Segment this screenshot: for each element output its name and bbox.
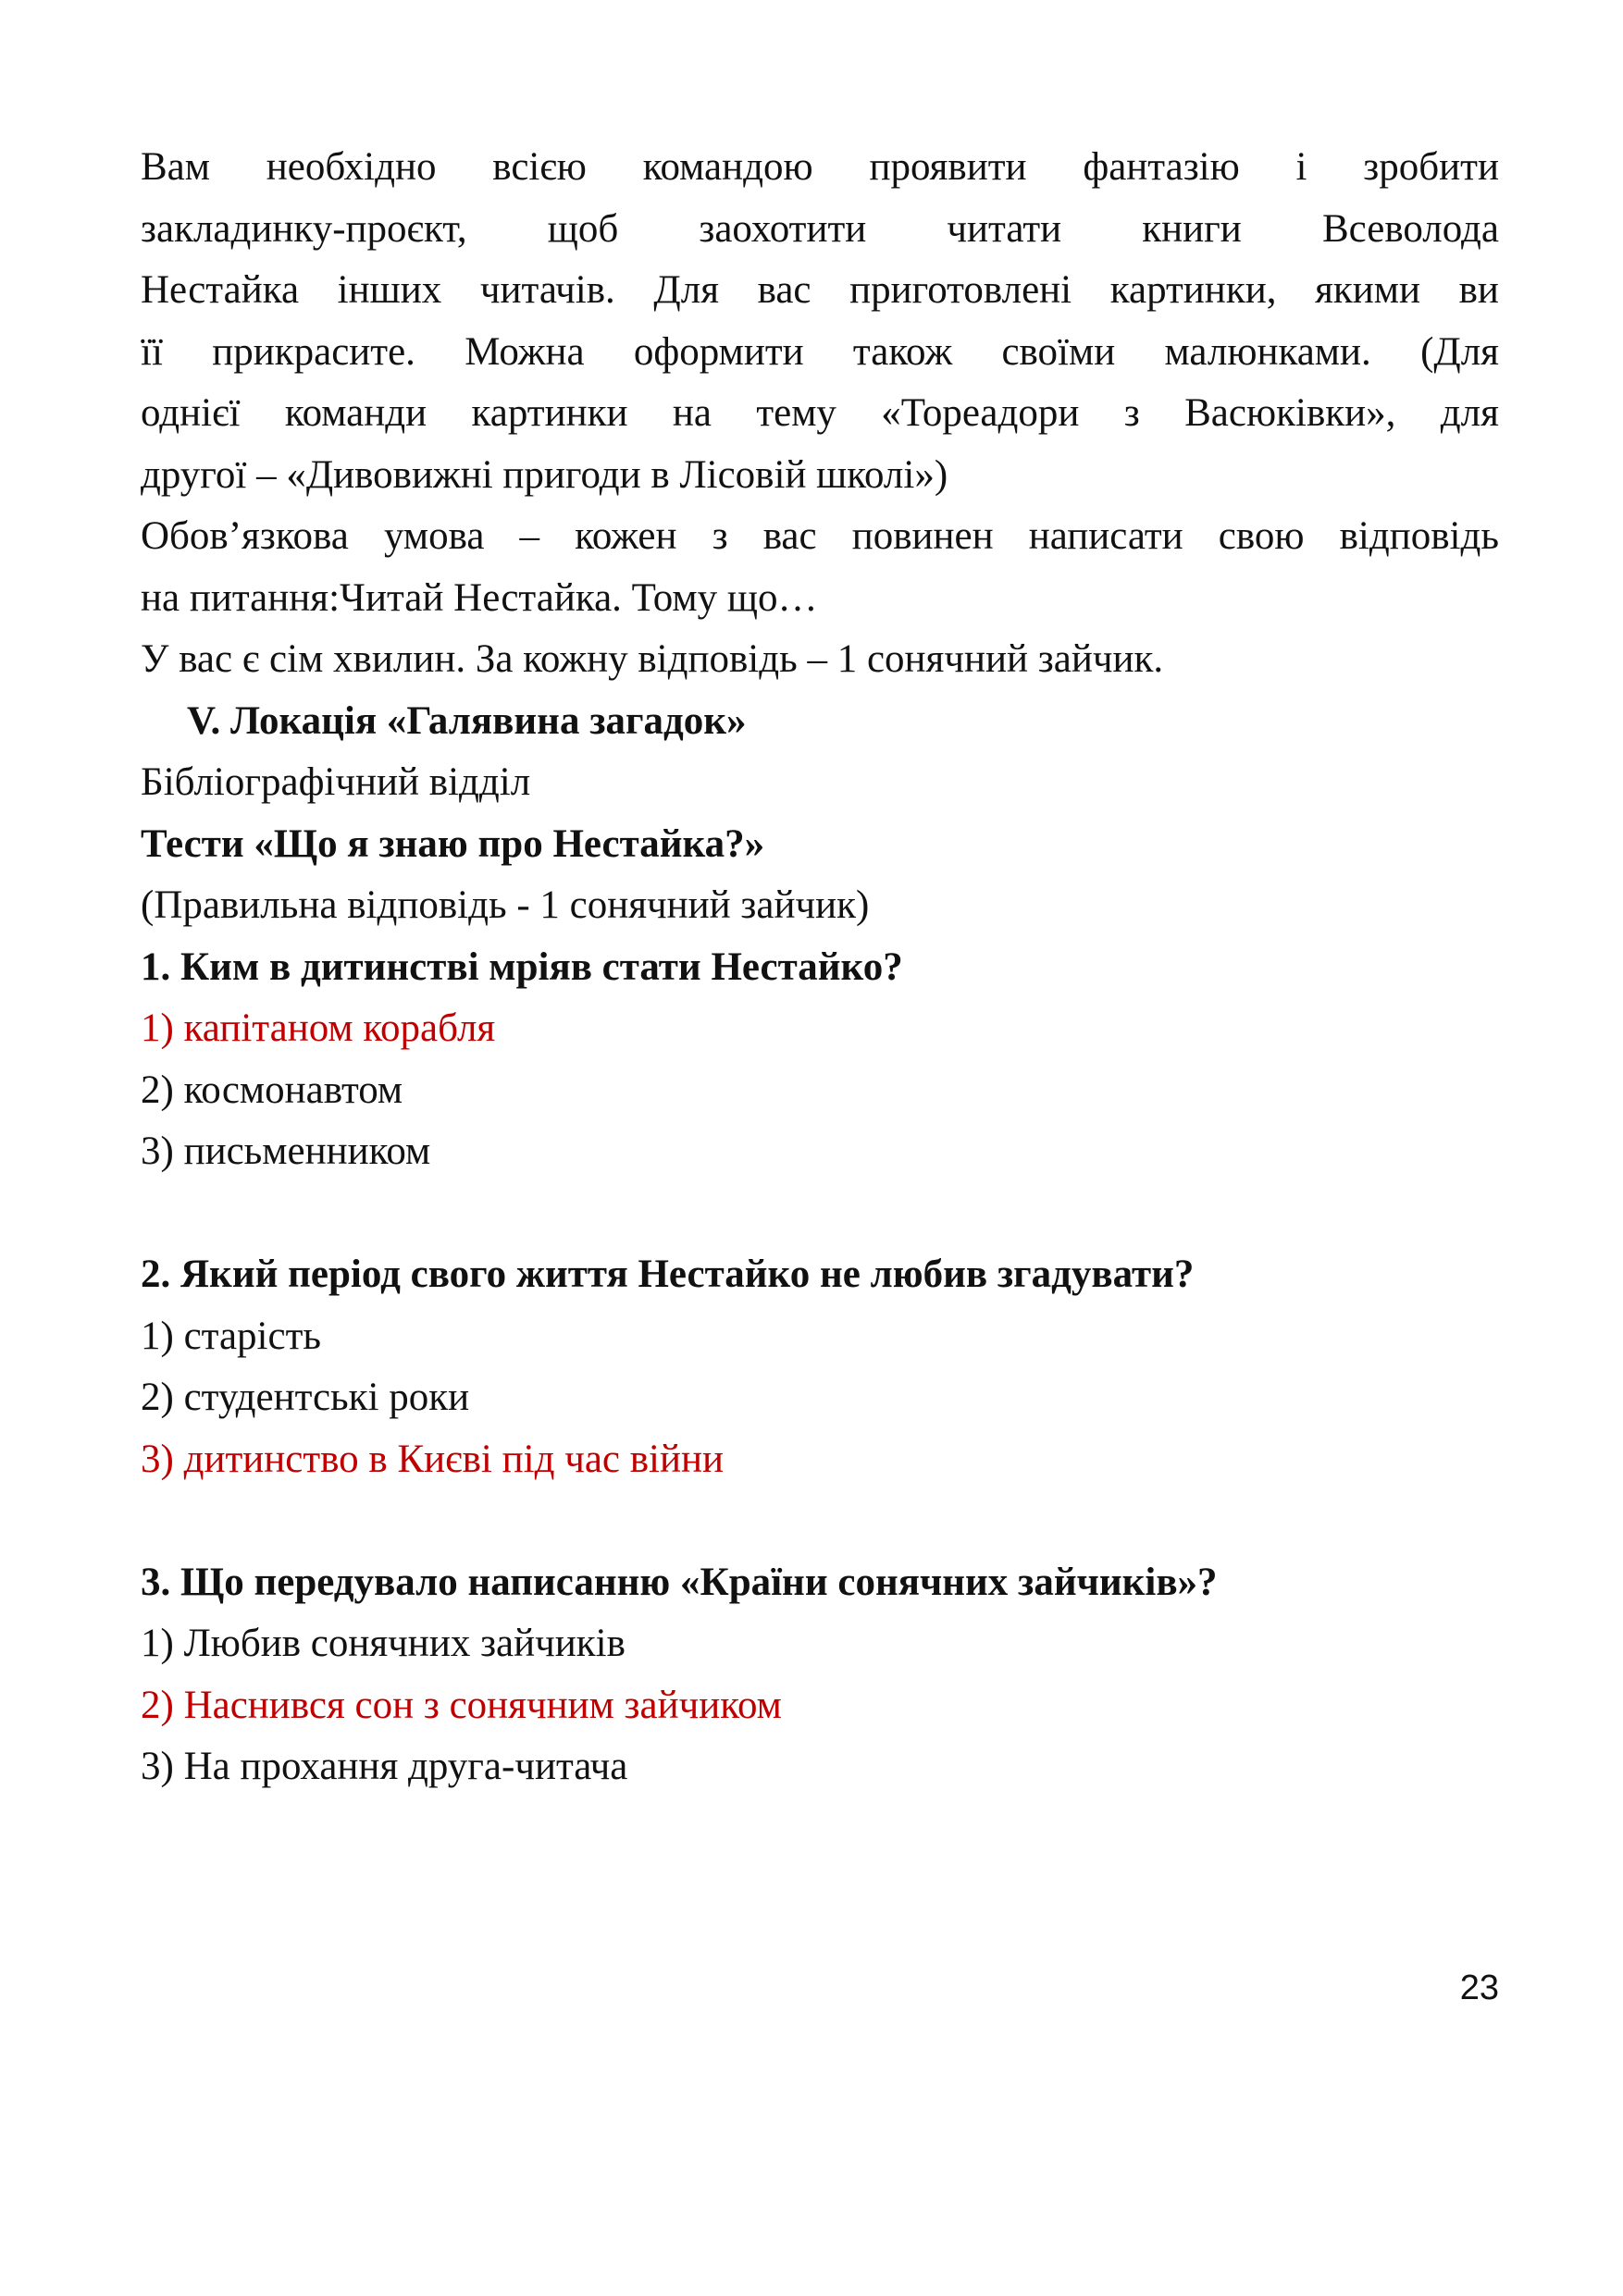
question-text: 2. Який період свого життя Нестайко не любив згадувати?: [141, 1253, 1195, 1296]
spacer: [141, 1490, 1499, 1552]
answer-option: 1) старість: [141, 1314, 321, 1358]
answer-option-correct: 3) дитинство в Києві під час війни: [141, 1437, 725, 1481]
department-label: Бібліографічний відділ: [141, 760, 531, 804]
paragraph-line: її прикрасите. Можна оформити також своїми малюнками. (Для: [141, 329, 1499, 374]
question-block: [141, 937, 1499, 1183]
answer-option-correct: 1) капітаном корабля: [141, 1006, 496, 1050]
paragraph-line: Нестайка інших читачів. Для вас приготовлені картинки, якими ви: [141, 268, 1499, 312]
time-limit-text: У вас є сім хвилин. За кожну відповідь – 1 сонячний зайчик.: [141, 637, 1164, 681]
answer-option: 1) Любив сонячних зайчиків: [141, 1622, 626, 1665]
answer-option: 2) студентські роки: [141, 1376, 470, 1419]
page-number: 23: [1459, 1969, 1499, 2007]
answer-option-correct: 2) Наснився сон з сонячним зайчиком: [141, 1683, 782, 1727]
document-page: [141, 137, 1499, 1798]
condition-line-last: на питання:Читай Нестайка. Тому що…: [141, 575, 818, 620]
paragraph-line-last: другої – «Дивовижні пригоди в Лісовій школі»): [141, 452, 948, 497]
spacer: [141, 1183, 1499, 1245]
location-heading: V. Локація «Галявина загадок»: [187, 698, 747, 743]
question-text: 1. Ким в дитинстві мріяв стати Нестайко?: [141, 944, 903, 989]
condition-paragraph: [141, 506, 1499, 629]
scoring-note: (Правильна відповідь - 1 сонячний зайчик): [141, 883, 870, 927]
paragraph-line: Вам необхідно всією командою проявити фантазію і зробити: [141, 145, 1499, 189]
answer-option: 3) письменником: [141, 1129, 431, 1173]
paragraph-line: однієї команди картинки на тему «Тореадори з Васюківки», для: [141, 391, 1499, 435]
condition-line: Обов’язкова умова – кожен з вас повинен написати свою відповідь: [141, 514, 1499, 558]
paragraph-line: закладинку-проєкт, щоб заохотити читати книги Всеволода: [141, 206, 1499, 251]
intro-paragraph: [141, 137, 1499, 506]
answer-option: 2) космонавтом: [141, 1068, 403, 1112]
question-text: 3. Що передувало написанню «Країни сонячних зайчиків»?: [141, 1560, 1218, 1604]
question-block: [141, 1244, 1499, 1490]
answer-option: 3) На прохання друга-читача: [141, 1745, 628, 1788]
test-title: Тести «Що я знаю про Нестайка?»: [141, 821, 765, 866]
question-block: [141, 1552, 1499, 1798]
